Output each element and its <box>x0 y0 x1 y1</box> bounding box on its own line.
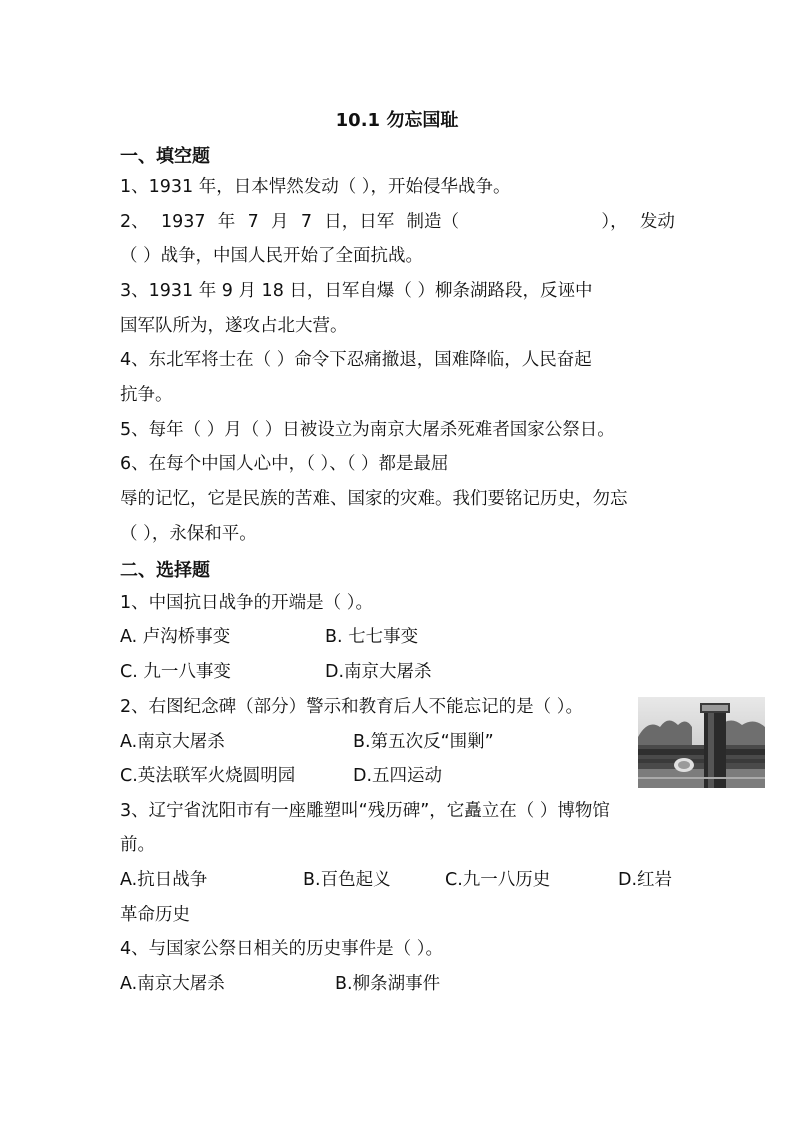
section-heading-fill: 一、填空题 <box>120 146 210 167</box>
choice-question-3-line-1: 3、辽宁省沈阳市有一座雕塑叫“残历碑”，它矗立在（ ）博物馆 <box>120 801 610 821</box>
fill-question-6-line-1: 6、在每个中国人心中，（ ）、（ ）都是最屈 <box>120 454 449 474</box>
choice-3-option-c: C.九一八历史 <box>445 870 551 890</box>
memorial-monument-photo <box>638 697 765 788</box>
choice-3-option-a: A.抗日战争 <box>120 870 208 890</box>
choice-4-option-a: A.南京大屠杀 <box>120 974 225 994</box>
q2-part: 1937 <box>160 212 206 232</box>
choice-question-1: 1、中国抗日战争的开端是（ ）。 <box>120 593 373 613</box>
choice-1-option-b: B. 七七事变 <box>325 627 419 647</box>
fill-question-2-line-2: （ ）战争，中国人民开始了全面抗战。 <box>120 246 424 266</box>
choice-3-option-d-continued: 革命历史 <box>120 905 190 925</box>
fill-question-4-line-1: 4、东北军将士在（ ）命令下忍痛撤退，国难降临，人民奋起 <box>120 350 592 370</box>
fill-question-3-line-2: 国军队所为，遂攻占北大营。 <box>120 316 348 336</box>
fill-question-1: 1、1931 年，日本悍然发动（ ），开始侵华战争。 <box>120 177 511 197</box>
choice-2-option-d: D.五四运动 <box>353 766 443 786</box>
fill-question-6-line-3: （ ），永保和平。 <box>120 524 257 544</box>
choice-2-option-b: B.第五次反“围剿” <box>353 732 494 752</box>
q2-part: 制造（ <box>406 212 460 232</box>
q2-part: 年 <box>217 212 236 232</box>
choice-4-option-b: B.柳条湖事件 <box>335 974 441 994</box>
choice-question-4: 4、与国家公祭日相关的历史事件是（ ）。 <box>120 939 443 959</box>
q2-part: ）， <box>601 212 628 232</box>
fill-question-5: 5、每年（ ）月（ ）日被设立为南京大屠杀死难者国家公祭日。 <box>120 420 615 440</box>
choice-3-option-b: B.百色起义 <box>303 870 391 890</box>
fill-question-2-line-1 <box>120 211 675 233</box>
q2-part: 7 <box>300 212 312 232</box>
q2-part: 日，日军 <box>324 212 395 232</box>
fill-question-3-line-1: 3、1931 年 9 月 18 日，日军自爆（ ）柳条湖路段，反诬中 <box>120 281 593 301</box>
fill-question-6-line-2: 辱的记忆，它是民族的苦难、国家的灾难。我们要铭记历史，勿忘 <box>120 489 628 509</box>
choice-1-option-d: D.南京大屠杀 <box>325 662 432 682</box>
choice-2-option-c: C.英法联军火烧圆明园 <box>120 766 296 786</box>
choice-question-2: 2、右图纪念碑（部分）警示和教育后人不能忘记的是（ ）。 <box>120 697 583 717</box>
choice-3-option-d: D.红岩 <box>618 870 673 890</box>
page-title: 10.1 勿忘国耻 <box>335 110 459 131</box>
choice-2-option-a: A.南京大屠杀 <box>120 732 225 752</box>
section-heading-choice: 二、选择题 <box>120 560 210 581</box>
choice-1-option-a: A. 卢沟桥事变 <box>120 627 231 647</box>
choice-question-3-line-2: 前。 <box>120 835 155 855</box>
fill-question-4-line-2: 抗争。 <box>120 385 173 405</box>
q2-part: 发动 <box>639 212 675 232</box>
q2-part: 7 <box>247 212 259 232</box>
choice-1-option-c: C. 九一八事变 <box>120 662 231 682</box>
q2-part: 月 <box>271 212 289 232</box>
q2-part: 2、 <box>120 212 149 232</box>
